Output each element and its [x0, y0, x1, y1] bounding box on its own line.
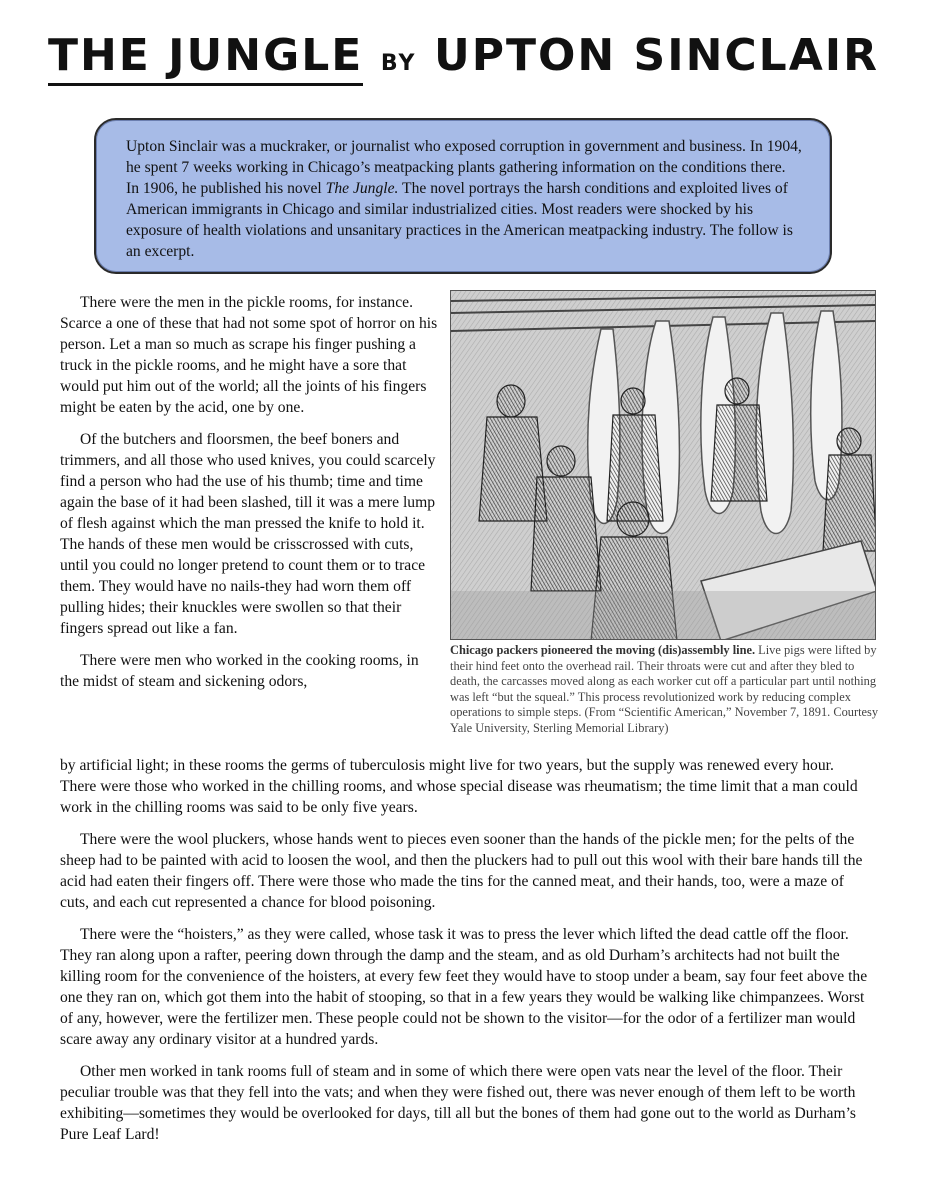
- paragraph-tank-rooms: Other men worked in tank rooms full of steam and in some of which there were open vats near the level of the floor. Their peculiar trouble was that they fell into the vats; and when they were fished out, there was never enough of them left to be worth exhibiting—sometimes they would be overlooked for days, till all but the bones of them had gone out to the world as Durham’s Pure Leaf Lard!: [60, 1063, 857, 1143]
- title-by: BY: [380, 51, 417, 76]
- full-width-text: [60, 755, 872, 1156]
- paragraph-hoisters: There were the “hoisters,” as they were called, whose task it was to press the lever which lifted the dead cattle off the floor. They ran along upon a rafter, peering down through the damp and the steam, and as old Durham’s architects had not built the killing room for the convenience of the hoisters, at every few feet they would have to stoop under a beam, say four feet above the one they ran on, which got them into the habit of stooping, so that in a few years they would be walking like chimpanzees. Worst of any, however, were the fertilizer men. These people could not be shown to the visitor—for the odor of a fertilizer man would scare away any ordinary visitor at a hundred yards.: [60, 926, 868, 1048]
- paragraph-wool-pluckers: There were the wool pluckers, whose hands went to pieces even sooner than the hands of the pickle men; for the pelts of the sheep had to be painted with acid to loosen the wool, and then the pluckers had to pull out this wool with their bare hands till the acid had eaten their fingers off. There were those who made the tins for the canned meat, and their hands, too, were a maze of cuts, and each cut represented a chance for blood poisoning.: [60, 831, 863, 911]
- page-title: [0, 30, 927, 81]
- paragraph-cooking-rooms-start: There were men who worked in the cooking rooms, in the midst of steam and sickening odors,: [60, 652, 419, 690]
- intro-text-before: Upton Sinclair was a muckraker, or journalist who exposed corruption in government and business. In 1904, he spent 7 weeks working in Chicago’s meatpacking plants gathering information on the conditions there. In 1906, he published his novel: [126, 138, 802, 197]
- intro-box: [94, 118, 832, 274]
- paragraph-pickle-rooms: There were the men in the pickle rooms, for instance. Scarce a one of these that had not some spot of horror on his person. Let a man so much as scrape his finger pushing a truck in the pickle rooms, and he might have a sore that would put him out of the world; all the joints of his fingers might be eaten by the acid, one by one.: [60, 294, 438, 416]
- intro-text-after: The novel portrays the harsh conditions and exploited lives of American immigrants in Chicago and similar industrialized cities. Most readers were shocked by his exposure of health violations and unsanitary practices in the American meatpacking industry. The follow is an excerpt.: [126, 180, 793, 260]
- title-author: UPTON SINCLAIR: [433, 30, 880, 81]
- left-column: [60, 292, 438, 692]
- title-book: THE JUNGLE: [48, 30, 363, 86]
- engraving-image: [451, 291, 876, 640]
- paragraph-cooking-rooms-cont: by artificial light; in these rooms the germs of tuberculosis might live for two years, but the supply was renewed every hour. There were those who worked in the chilling rooms, and whose special disease was rheumatism; the time limit that a man could work in the chilling rooms was said to be only five years.: [60, 757, 858, 816]
- figure-caption: [450, 643, 880, 737]
- paragraph-butchers: Of the butchers and floorsmen, the beef boners and trimmers, and all those who used knives, you could scarcely find a person who had the use of his thumb; time and time again the base of it had been slashed, till it was a mere lump of flesh against which the man pressed the knife to hold it. The hands of these men would be crisscrossed with cuts, until you could no longer pretend to count them or to trace them. They would have no nails-they had worn them off pulling hides; their knuckles were swollen so that their fingers spread out like a fan.: [60, 431, 436, 637]
- caption-lead: Chicago packers pioneered the moving (dis)assembly line.: [450, 643, 756, 657]
- caption-text: Live pigs were lifted by their hind feet onto the overhead rail. Their throats were cut and after they bled to death, the carcasses moved along as each worker cut off a particular part until nothing was left “but the squeal.” This process revolutionized work by reducing complex operations to simple steps. (From “Scientific American,” November 7, 1891. Courtesy Yale University, Sterling Memorial Library): [450, 643, 879, 735]
- intro-book-title: The Jungle.: [325, 180, 399, 197]
- engraving-illustration: [450, 290, 876, 640]
